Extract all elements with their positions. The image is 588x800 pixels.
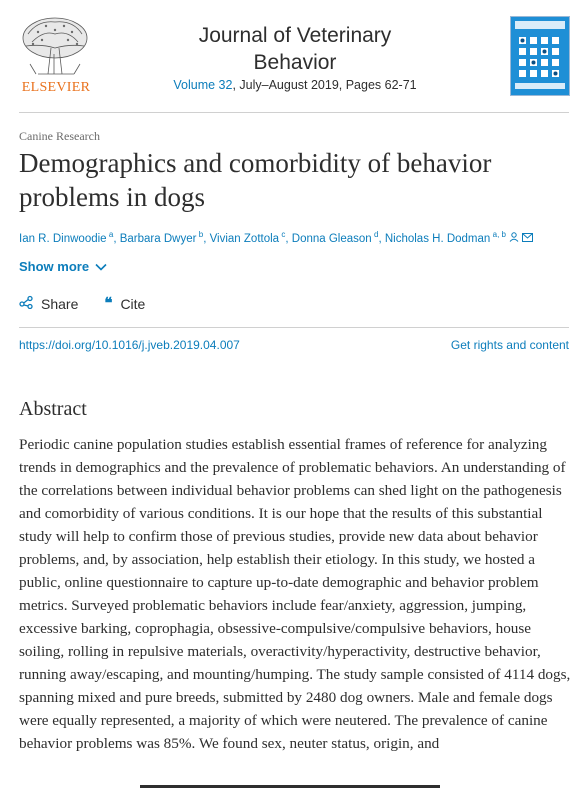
- article-actions: [19, 294, 145, 313]
- author-link[interactable]: Nicholas H. Dodman: [384, 232, 491, 245]
- rights-link[interactable]: Get rights and content: [450, 338, 569, 352]
- cite-label: Cite: [120, 295, 146, 312]
- doi-link[interactable]: https://doi.org/10.1016/j.jveb.2019.04.007: [19, 338, 240, 352]
- author-affiliation-sup[interactable]: a, b: [492, 230, 506, 239]
- chevron-down-icon: [95, 259, 107, 274]
- author-affiliation-sup[interactable]: a: [108, 230, 114, 239]
- abstract-text: Periodic canine population studies establish essential frames of reference for analyzing trends in demographics and the prevalence of problematic behaviors. An understanding of the correlations between individual behavior problems can shed light on the pathogenesis and comorbidity of various conditions. It is our hope that the results of this substantial study will help to confirm those of previous studies, provide new data about behavior problems, and, by association, help establish their etiology. In this study, we hosted a public, online questionnaire to capture up-to-date demographic and behavior problem metrics. Surveyed problematic behaviors include fear/anxiety, aggression, jumping, excessive barking, coprophagia, obsessive-compulsive/compulsive behaviors, house soiling, rolling in repulsive materials, overactivity/hyperactivity, destructive behavior, running away/escaping, and mounting/humping. The study sample consisted of 4114 dogs, spanning mixed and pure breeds, submitted by 2480 dog owners. Male and female dogs were equally represented, a majority of which were neutered. The prevalence of canine behavior problems was 85%. We found sex, neuter status, origin, and: [19, 436, 571, 752]
- author-list: Ian R. Dinwoodie $^a$, Barbara Dwyer $^b$, Vivian Zottola $^c$, Donna Gleason $^d$, Nicholas H. Dodman $^{a, b}$: [19, 230, 579, 245]
- article-section-label: Canine Research: [19, 129, 100, 143]
- show-more-button[interactable]: [19, 259, 107, 274]
- share-label: Share: [41, 295, 79, 312]
- author-link[interactable]: Donna Gleason: [291, 232, 372, 245]
- show-more-label: Show more: [19, 259, 90, 274]
- author-affiliation-sup[interactable]: c: [281, 230, 286, 239]
- author-link[interactable]: Barbara Dwyer: [119, 232, 197, 245]
- actions-divider: [19, 327, 569, 328]
- cite-button[interactable]: [104, 294, 145, 313]
- text-selection-mark: [140, 785, 440, 788]
- author-link[interactable]: Vivian Zottola: [209, 232, 280, 245]
- quote-icon: ❝: [104, 296, 113, 312]
- person-icon[interactable]: [509, 234, 522, 245]
- header-divider: [19, 112, 569, 113]
- share-button[interactable]: [19, 294, 78, 313]
- share-icon: [19, 295, 33, 312]
- journal-cover-thumbnail[interactable]: [510, 16, 570, 96]
- issue-details: , July–August 2019, Pages 62-71: [232, 78, 417, 92]
- publisher-name: ELSEVIER: [21, 80, 91, 95]
- journal-title-link[interactable]: Journal of Veterinary Behavior: [198, 24, 392, 74]
- author-affiliation-sup[interactable]: d: [374, 230, 379, 239]
- author-affiliation-sup[interactable]: b: [198, 230, 204, 239]
- abstract-heading: Abstract: [19, 398, 87, 420]
- mail-icon[interactable]: [522, 234, 533, 245]
- volume-link[interactable]: Volume 32: [173, 78, 233, 92]
- journal-header: [0, 0, 588, 112]
- author-link[interactable]: Ian R. Dinwoodie: [19, 232, 107, 245]
- article-title: Demographics and comorbidity of behavior problems in dogs: [19, 148, 492, 212]
- issue-line: [150, 78, 440, 92]
